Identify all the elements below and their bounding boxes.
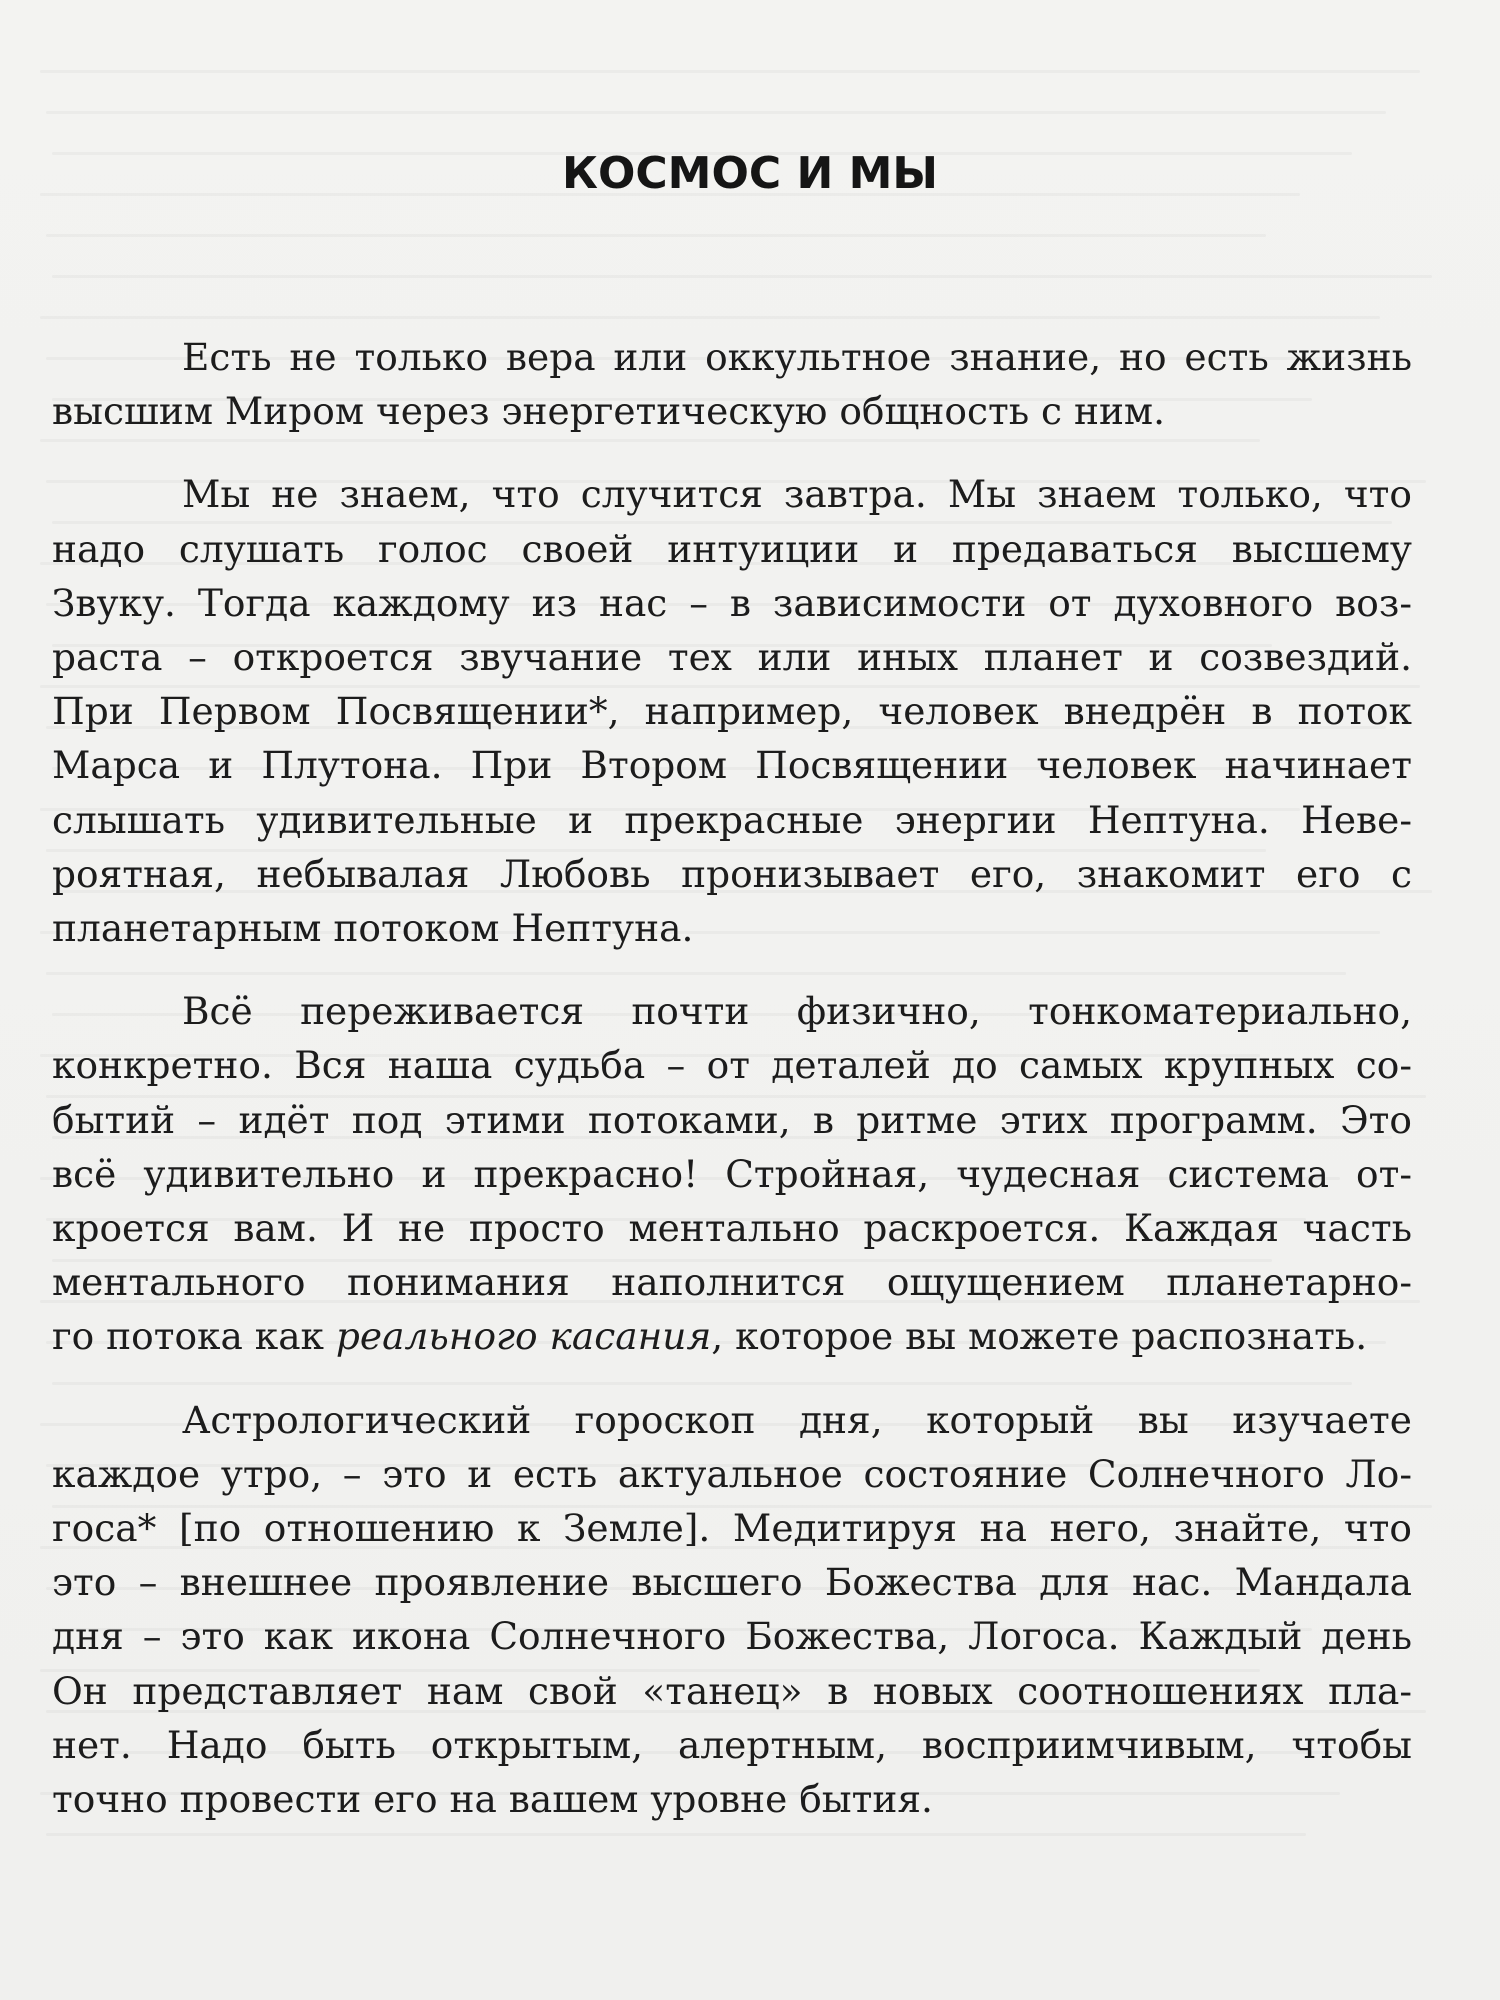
text-line: это – внешнее проявление высшего Божества для нас. Мандала xyxy=(52,1560,1412,1605)
text-line: Есть не только вера или оккультное знание, но есть жизнь xyxy=(182,335,1412,379)
text-line: конкретно. Вся наша судьба – от деталей до самых крупных со- xyxy=(52,1043,1412,1088)
bleed-through-stroke xyxy=(52,275,1432,278)
text-line: Звуку. Тогда каждому из нас – в зависимости от духовного воз- xyxy=(52,580,1412,625)
text-line: Мы не знаем, что случится завтра. Мы знаем только, что xyxy=(182,472,1412,517)
text-line: Всё переживается почти физично, тонкоматериально, xyxy=(182,989,1412,1034)
text-line: Марса и Плутона. При Втором Посвящении человек начинает xyxy=(52,743,1412,788)
text-line: каждое утро, – это и есть актуальное состояние Солнечного Ло- xyxy=(52,1451,1412,1496)
text-segment: го потока как xyxy=(52,1314,336,1359)
text-line: нет. Надо быть открытым, алертным, восприимчивым, чтобы xyxy=(52,1722,1412,1767)
text-segment: , которое вы можете распознать. xyxy=(711,1314,1368,1359)
text-line: ментального понимания наполнится ощущением планетарно- xyxy=(52,1260,1412,1305)
text-line: высшим Миром через энергетическую общность с ним. xyxy=(52,389,1166,434)
text-line: Астрологический гороскоп дня, который вы изучаете xyxy=(182,1397,1412,1442)
bleed-through-stroke xyxy=(46,234,1266,237)
italic-phrase: реального касания xyxy=(335,1314,712,1359)
page-title: КОСМОС И МЫ xyxy=(562,148,938,199)
text-line-mixed xyxy=(52,1309,1412,1363)
bleed-through-stroke xyxy=(40,70,1420,73)
text-line: роятная, небывалая Любовь пронизывает его, знакомит его с xyxy=(52,851,1412,896)
text-line: планетарным потоком Нептуна. xyxy=(52,906,694,951)
text-line: всё удивительно и прекрасно! Стройная, чудесная система от- xyxy=(52,1151,1412,1196)
bleed-through-stroke xyxy=(46,111,1386,114)
text-line: Он представляет нам свой «танец» в новых соотношениях пла- xyxy=(52,1668,1412,1713)
body-text xyxy=(52,330,1412,1826)
text-line: бытий – идёт под этими потоками, в ритме этих программ. Это xyxy=(52,1097,1412,1142)
text-line: При Первом Посвящении*, например, человек внедрён в поток xyxy=(52,689,1412,734)
text-line: слышать удивительные и прекрасные энергии Нептуна. Неве- xyxy=(52,797,1412,842)
text-line: госа* [по отношению к Земле]. Медитируя на него, знайте, что xyxy=(52,1506,1412,1551)
text-line: кроется вам. И не просто ментально раскроется. Каждая часть xyxy=(52,1206,1412,1251)
text-line: точно провести его на вашем уровне бытия. xyxy=(52,1777,933,1822)
text-line: надо слушать голос своей интуиции и предаваться высшему xyxy=(52,526,1412,571)
bleed-through-stroke xyxy=(40,316,1380,319)
text-line: раста – откроется звучание тех или иных планет и созвездий. xyxy=(52,635,1412,680)
bleed-through-stroke xyxy=(46,1833,1306,1836)
text-line: дня – это как икона Солнечного Божества, Логоса. Каждый день xyxy=(52,1614,1412,1659)
